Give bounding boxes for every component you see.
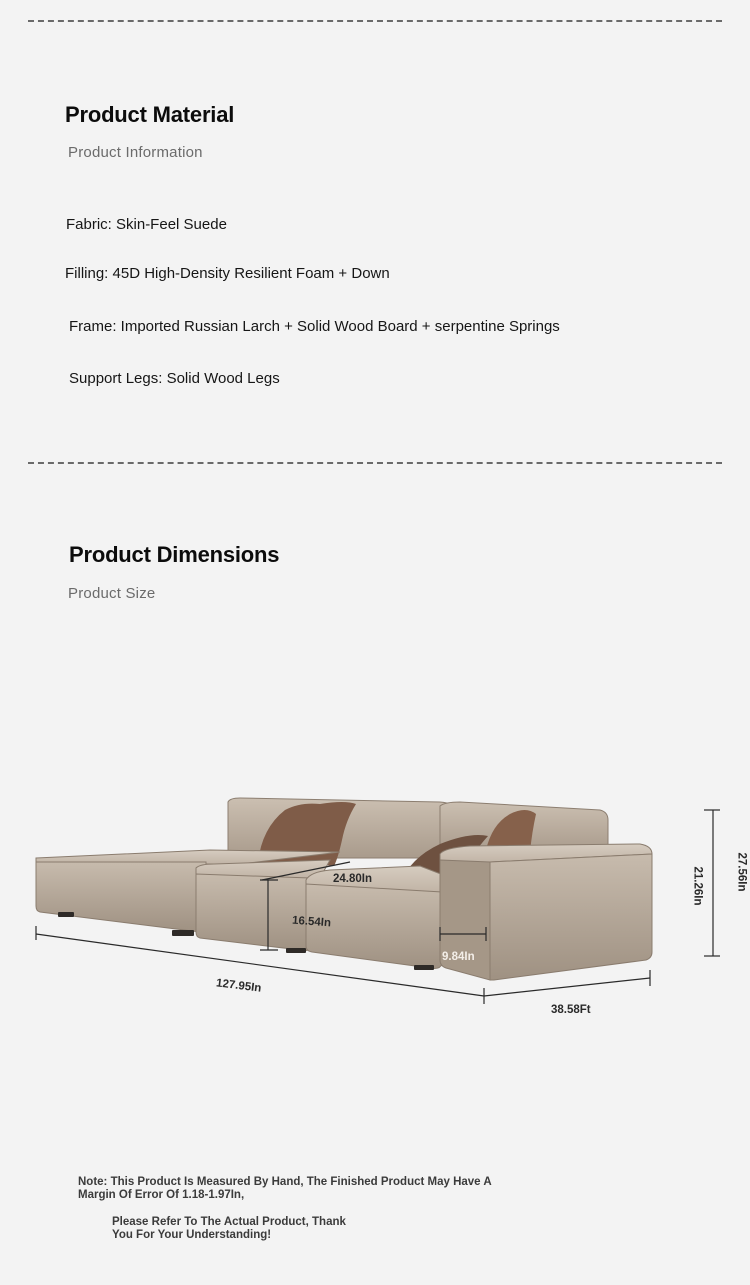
label-seat-height: 16.54In (291, 914, 332, 930)
sofa-illustration (0, 780, 750, 1040)
spec-legs: Support Legs: Solid Wood Legs (69, 370, 280, 387)
spec-fabric: Fabric: Skin-Feel Suede (66, 216, 227, 233)
measurement-note: Note: This Product Is Measured By Hand, The Finished Product May Have A Margin Of Error Of 1.18-1.97In, (78, 1176, 492, 1201)
middle-divider (28, 462, 722, 464)
spec-frame: Frame: Imported Russian Larch + Solid Wood Board + serpentine Springs (69, 318, 560, 335)
label-depth: 38.58Ft (551, 1004, 591, 1016)
label-arm-width: 9.84In (442, 951, 475, 963)
thank-you-note: Please Refer To The Actual Product, Thank You For Your Understanding! (112, 1216, 346, 1241)
label-seat-depth: 24.80In (333, 873, 372, 885)
sofa-drawing (0, 780, 750, 1040)
top-divider (28, 20, 722, 22)
spec-filling: Filling: 45D High-Density Resilient Foam + Down (65, 265, 390, 282)
material-title: Product Material (65, 102, 235, 127)
material-subtitle: Product Information (68, 144, 203, 161)
label-arm-height: 21.26In (691, 866, 704, 906)
label-length: 127.95In (215, 977, 262, 995)
dimensions-subtitle: Product Size (68, 585, 156, 602)
label-total-height: 27.56In (735, 852, 748, 892)
dimensions-title: Product Dimensions (69, 542, 280, 567)
